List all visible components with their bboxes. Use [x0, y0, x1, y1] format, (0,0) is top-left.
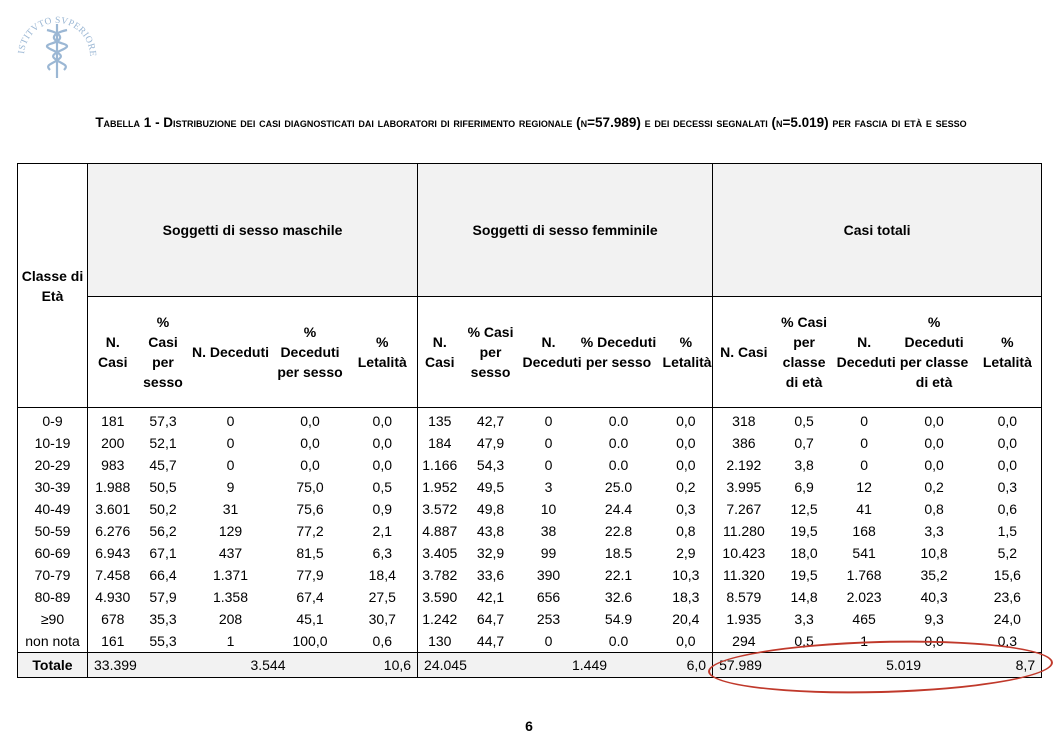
- all-total-lethality: 8,7: [974, 653, 1042, 678]
- table-cell: 3.782: [418, 564, 462, 586]
- table-cell: 49,8: [476, 501, 505, 517]
- table-cell: 0,7: [794, 435, 814, 451]
- table-cell: 0,5: [794, 413, 814, 429]
- table-cell: 3.590: [418, 586, 462, 608]
- table-cell: 1.371: [212, 567, 249, 583]
- table-row: [18, 564, 1042, 586]
- table-cell: 1.242: [418, 608, 462, 630]
- table-cell: 27,5: [348, 586, 418, 608]
- table-cell: 38: [540, 523, 557, 539]
- age-class-cell: 10-19: [18, 432, 88, 454]
- table-cell: 0: [860, 435, 868, 451]
- table-cell: 1.988: [88, 476, 138, 498]
- table-cell: 14,8: [790, 589, 818, 605]
- all-total-cases: 57.989: [713, 653, 834, 678]
- total-col-header: % Deceduti per classe di età: [895, 297, 974, 408]
- table-cell: 386: [713, 432, 775, 454]
- table-cell: 10,3: [660, 564, 713, 586]
- table-cell: 35,3: [149, 611, 177, 627]
- table-cell: 541: [852, 545, 876, 561]
- male-total-cases: 33.399: [88, 653, 189, 678]
- age-class-header: Classe di Età: [18, 164, 88, 408]
- table-cell: 22.8: [604, 523, 633, 539]
- table-cell: 77,9: [296, 567, 324, 583]
- table-cell: 0: [226, 457, 235, 473]
- total-row: [18, 653, 1042, 678]
- table-cell: 6.943: [88, 542, 138, 564]
- table-cell: 50,5: [149, 479, 177, 495]
- table-cell: 0,0: [300, 435, 320, 451]
- table-cell: 1,5: [974, 520, 1042, 542]
- age-class-cell: 50-59: [18, 520, 88, 542]
- table-cell: 75,6: [296, 501, 324, 517]
- table-cell: 32.6: [604, 589, 633, 605]
- table-cell: 0: [544, 633, 553, 649]
- table-cell: 0: [544, 457, 553, 473]
- table-cell: 0: [860, 457, 868, 473]
- male-group-header: Soggetti di sesso maschile: [88, 164, 418, 297]
- table-cell: 0,5: [794, 633, 814, 649]
- total-col-header: N. Casi: [713, 297, 775, 408]
- table-cell: 437: [218, 545, 243, 561]
- table-cell: 42,7: [476, 413, 505, 429]
- table-cell: 4.887: [418, 520, 462, 542]
- age-class-cell: 20-29: [18, 454, 88, 476]
- table-cell: 10.423: [713, 542, 775, 564]
- table-cell: 10: [540, 501, 557, 517]
- female-col-header: % Letalità: [660, 297, 713, 408]
- table-cell: 7.267: [713, 498, 775, 520]
- table-cell: 10,8: [920, 545, 948, 561]
- table-cell: 7.458: [88, 564, 138, 586]
- table-cell: 3,3: [924, 523, 944, 539]
- table-cell: 67,4: [296, 589, 324, 605]
- table-cell: 0,0: [660, 408, 713, 433]
- age-class-cell: 30-39: [18, 476, 88, 498]
- table-cell: 19,5: [790, 567, 818, 583]
- age-class-cell: non nota: [18, 630, 88, 653]
- table-cell: 64,7: [476, 611, 505, 627]
- table-cell: 0.0: [608, 413, 629, 429]
- table-cell: 18,3: [660, 586, 713, 608]
- table-cell: 4.930: [88, 586, 138, 608]
- table-cell: 0.0: [608, 633, 629, 649]
- table-cell: 15,6: [974, 564, 1042, 586]
- column-header-row: [18, 297, 1042, 408]
- female-total-deaths: 1.449: [520, 653, 660, 678]
- age-class-cell: 70-79: [18, 564, 88, 586]
- female-total-cases: 24.045: [418, 653, 520, 678]
- table-cell: 30,7: [348, 608, 418, 630]
- table-cell: 66,4: [149, 567, 177, 583]
- caption-n2-label: n=: [775, 115, 791, 130]
- table-cell: 0: [226, 413, 235, 429]
- table-cell: 465: [852, 611, 876, 627]
- table-cell: 3,8: [794, 457, 814, 473]
- iss-seal-icon: [14, 6, 100, 92]
- table-cell: 0: [544, 413, 553, 429]
- table-cell: 1.166: [418, 454, 462, 476]
- table-cell: 0,0: [348, 408, 418, 433]
- table-cell: 20,4: [660, 608, 713, 630]
- iss-logo: [14, 6, 100, 92]
- male-col-header: N. Deceduti: [189, 297, 273, 408]
- table-cell: 40,3: [920, 589, 948, 605]
- table-cell: 0,0: [348, 432, 418, 454]
- table-cell: 6,9: [794, 479, 814, 495]
- table-cell: 0,0: [924, 435, 944, 451]
- age-class-cell: 80-89: [18, 586, 88, 608]
- table-cell: 129: [218, 523, 243, 539]
- male-total-deaths: 3.544: [189, 653, 348, 678]
- table-cell: 2,1: [348, 520, 418, 542]
- table-cell: 5,2: [974, 542, 1042, 564]
- table-row: [18, 586, 1042, 608]
- table-cell: 1: [860, 633, 868, 649]
- table-cell: 12,5: [790, 501, 818, 517]
- table-cell: 24.4: [604, 501, 633, 517]
- table-row: [18, 498, 1042, 520]
- table-cell: 11.280: [713, 520, 775, 542]
- table-cell: 0,9: [348, 498, 418, 520]
- total-col-header: % Letalità: [974, 297, 1042, 408]
- female-col-header: N. Casi: [418, 297, 462, 408]
- male-total-lethality: 10,6: [348, 653, 418, 678]
- table-cell: 0,0: [300, 413, 320, 429]
- table-cell: 208: [218, 611, 243, 627]
- table-cell: 200: [88, 432, 138, 454]
- table-cell: 0,0: [974, 408, 1042, 433]
- table-body: [18, 408, 1042, 678]
- table-cell: 100,0: [292, 633, 328, 649]
- table-cell: 19,5: [790, 523, 818, 539]
- table-cell: 41: [856, 501, 872, 517]
- table-cell: 54.9: [604, 611, 633, 627]
- table-cell: 3,3: [794, 611, 814, 627]
- table-cell: 0,3: [974, 630, 1042, 653]
- table-cell: 35,2: [920, 567, 948, 583]
- table-cell: 0: [226, 435, 235, 451]
- caption-n2-value: 5.019: [790, 115, 825, 130]
- table-cell: 56,2: [149, 523, 177, 539]
- table-cell: 0,0: [974, 454, 1042, 476]
- table-cell: 0,0: [974, 432, 1042, 454]
- table-cell: 8.579: [713, 586, 775, 608]
- table-cell: 57,3: [149, 413, 177, 429]
- table-cell: 81,5: [296, 545, 324, 561]
- table-cell: 0,8: [924, 501, 944, 517]
- table-cell: 983: [88, 454, 138, 476]
- table-cell: 1: [226, 633, 235, 649]
- female-col-header: % Casi per sesso: [462, 297, 520, 408]
- table-cell: 0,0: [924, 413, 944, 429]
- total-label: Totale: [18, 653, 88, 678]
- table-cell: 6.276: [88, 520, 138, 542]
- table-cell: 0,3: [974, 476, 1042, 498]
- table-cell: 0,0: [660, 630, 713, 653]
- caption-part-2: ) e dei decessi segnalati (: [636, 115, 776, 130]
- table-cell: 3.601: [88, 498, 138, 520]
- table-cell: 52,1: [149, 435, 177, 451]
- table-cell: 0,3: [660, 498, 713, 520]
- table-cell: 2.192: [713, 454, 775, 476]
- table-cell: 23,6: [974, 586, 1042, 608]
- table-cell: 168: [852, 523, 876, 539]
- table-row: [18, 520, 1042, 542]
- table-cell: 2,9: [660, 542, 713, 564]
- table-cell: 67,1: [149, 545, 177, 561]
- table-cell: 0.0: [608, 457, 629, 473]
- table-cell: 0,0: [924, 457, 944, 473]
- table-row: [18, 454, 1042, 476]
- male-col-header: % Deceduti per sesso: [273, 297, 348, 408]
- table-cell: 25.0: [604, 479, 633, 495]
- female-col-header: % Deceduti per sesso: [578, 297, 660, 408]
- total-col-header: N. Deceduti: [834, 297, 895, 408]
- table-cell: 390: [536, 567, 561, 583]
- table-cell: 22.1: [604, 567, 633, 583]
- table-cell: 1.952: [418, 476, 462, 498]
- caption-n1-label: n=: [580, 115, 596, 130]
- table-cell: 0,0: [924, 633, 944, 649]
- age-class-cell: 60-69: [18, 542, 88, 564]
- male-col-header: % Casi per sesso: [138, 297, 189, 408]
- table-row: [18, 542, 1042, 564]
- table-cell: 75,0: [296, 479, 324, 495]
- female-col-header: N. Deceduti: [520, 297, 578, 408]
- caption-part-3: ) per fascia di età e sesso: [824, 115, 967, 130]
- table-row: [18, 476, 1042, 498]
- table-cell: 0,2: [924, 479, 944, 495]
- table-cell: 161: [88, 630, 138, 653]
- table-cell: 47,9: [476, 435, 505, 451]
- table-cell: 135: [418, 408, 462, 433]
- table-cell: 0,2: [660, 476, 713, 498]
- table-row: [18, 608, 1042, 630]
- table-cell: 50,2: [149, 501, 177, 517]
- female-group-header: Soggetti di sesso femminile: [418, 164, 713, 297]
- table-cell: 33,6: [476, 567, 505, 583]
- table-cell: 45,1: [296, 611, 324, 627]
- table-cell: 184: [418, 432, 462, 454]
- table-cell: 77,2: [296, 523, 324, 539]
- table-cell: 0,6: [974, 498, 1042, 520]
- table-cell: 42,1: [476, 589, 505, 605]
- table-cell: 43,8: [476, 523, 505, 539]
- table-cell: 31: [222, 501, 239, 517]
- total-col-header: % Casi per classe di età: [775, 297, 834, 408]
- table-row: [18, 630, 1042, 653]
- table-cell: 9,3: [924, 611, 944, 627]
- table-cell: 1.935: [713, 608, 775, 630]
- table-cell: 0,0: [348, 454, 418, 476]
- age-class-cell: ≥90: [18, 608, 88, 630]
- table-cell: 54,3: [476, 457, 505, 473]
- all-total-deaths: 5.019: [834, 653, 974, 678]
- table-cell: 3.572: [418, 498, 462, 520]
- caption-n1-value: 57.989: [595, 115, 637, 130]
- table-cell: 0.0: [608, 435, 629, 451]
- table-cell: 99: [540, 545, 557, 561]
- table-cell: 32,9: [476, 545, 505, 561]
- table-row: [18, 408, 1042, 433]
- table-cell: 3.405: [418, 542, 462, 564]
- table-cell: 11.320: [713, 564, 775, 586]
- table-cell: 45,7: [149, 457, 177, 473]
- table-cell: 253: [536, 611, 561, 627]
- table-cell: 6,3: [348, 542, 418, 564]
- table-cell: 678: [88, 608, 138, 630]
- table-cell: 57,9: [149, 589, 177, 605]
- table-row: [18, 432, 1042, 454]
- table-cell: 1.358: [212, 589, 249, 605]
- male-col-header: % Letalità: [348, 297, 418, 408]
- table-cell: 656: [536, 589, 561, 605]
- table-cell: 55,3: [149, 633, 177, 649]
- table-cell: 2.023: [846, 589, 882, 605]
- caption-part-1: Tabella 1 - Distribuzione dei casi diagnosticati dai laboratori di riferimento regionale (: [95, 115, 581, 130]
- age-class-cell: 40-49: [18, 498, 88, 520]
- male-col-header: N. Casi: [88, 297, 138, 408]
- table-cell: 130: [418, 630, 462, 653]
- table-cell: 1.768: [846, 567, 882, 583]
- female-total-lethality: 6,0: [660, 653, 713, 678]
- svg-text:ISTITVTO SVPERIORE DI SANITÀ: ISTITVTO SVPERIORE: [17, 15, 98, 57]
- page-number: 6: [525, 718, 533, 734]
- table-cell: 0,0: [300, 457, 320, 473]
- table-cell: 0: [860, 413, 868, 429]
- table-cell: 0,0: [660, 454, 713, 476]
- table-cell: 181: [88, 408, 138, 433]
- table-cell: 0: [544, 435, 553, 451]
- table-cell: 44,7: [476, 633, 505, 649]
- table-caption: [16, 113, 1046, 133]
- table-cell: 24,0: [974, 608, 1042, 630]
- table-cell: 12: [856, 479, 872, 495]
- table-cell: 3: [544, 479, 553, 495]
- table-cell: 0,0: [660, 432, 713, 454]
- table-cell: 0,5: [348, 476, 418, 498]
- table-cell: 18,0: [790, 545, 818, 561]
- distribution-table: [17, 163, 1042, 678]
- table-cell: 9: [226, 479, 235, 495]
- table-cell: 3.995: [713, 476, 775, 498]
- table-cell: 18.5: [604, 545, 633, 561]
- table-cell: 49,5: [476, 479, 505, 495]
- table-cell: 294: [713, 630, 775, 653]
- table-cell: 0,6: [348, 630, 418, 653]
- age-class-cell: 0-9: [18, 408, 88, 433]
- table-cell: 18,4: [348, 564, 418, 586]
- table-cell: 318: [713, 408, 775, 433]
- total-group-header: Casi totali: [713, 164, 1042, 297]
- table-cell: 0,8: [660, 520, 713, 542]
